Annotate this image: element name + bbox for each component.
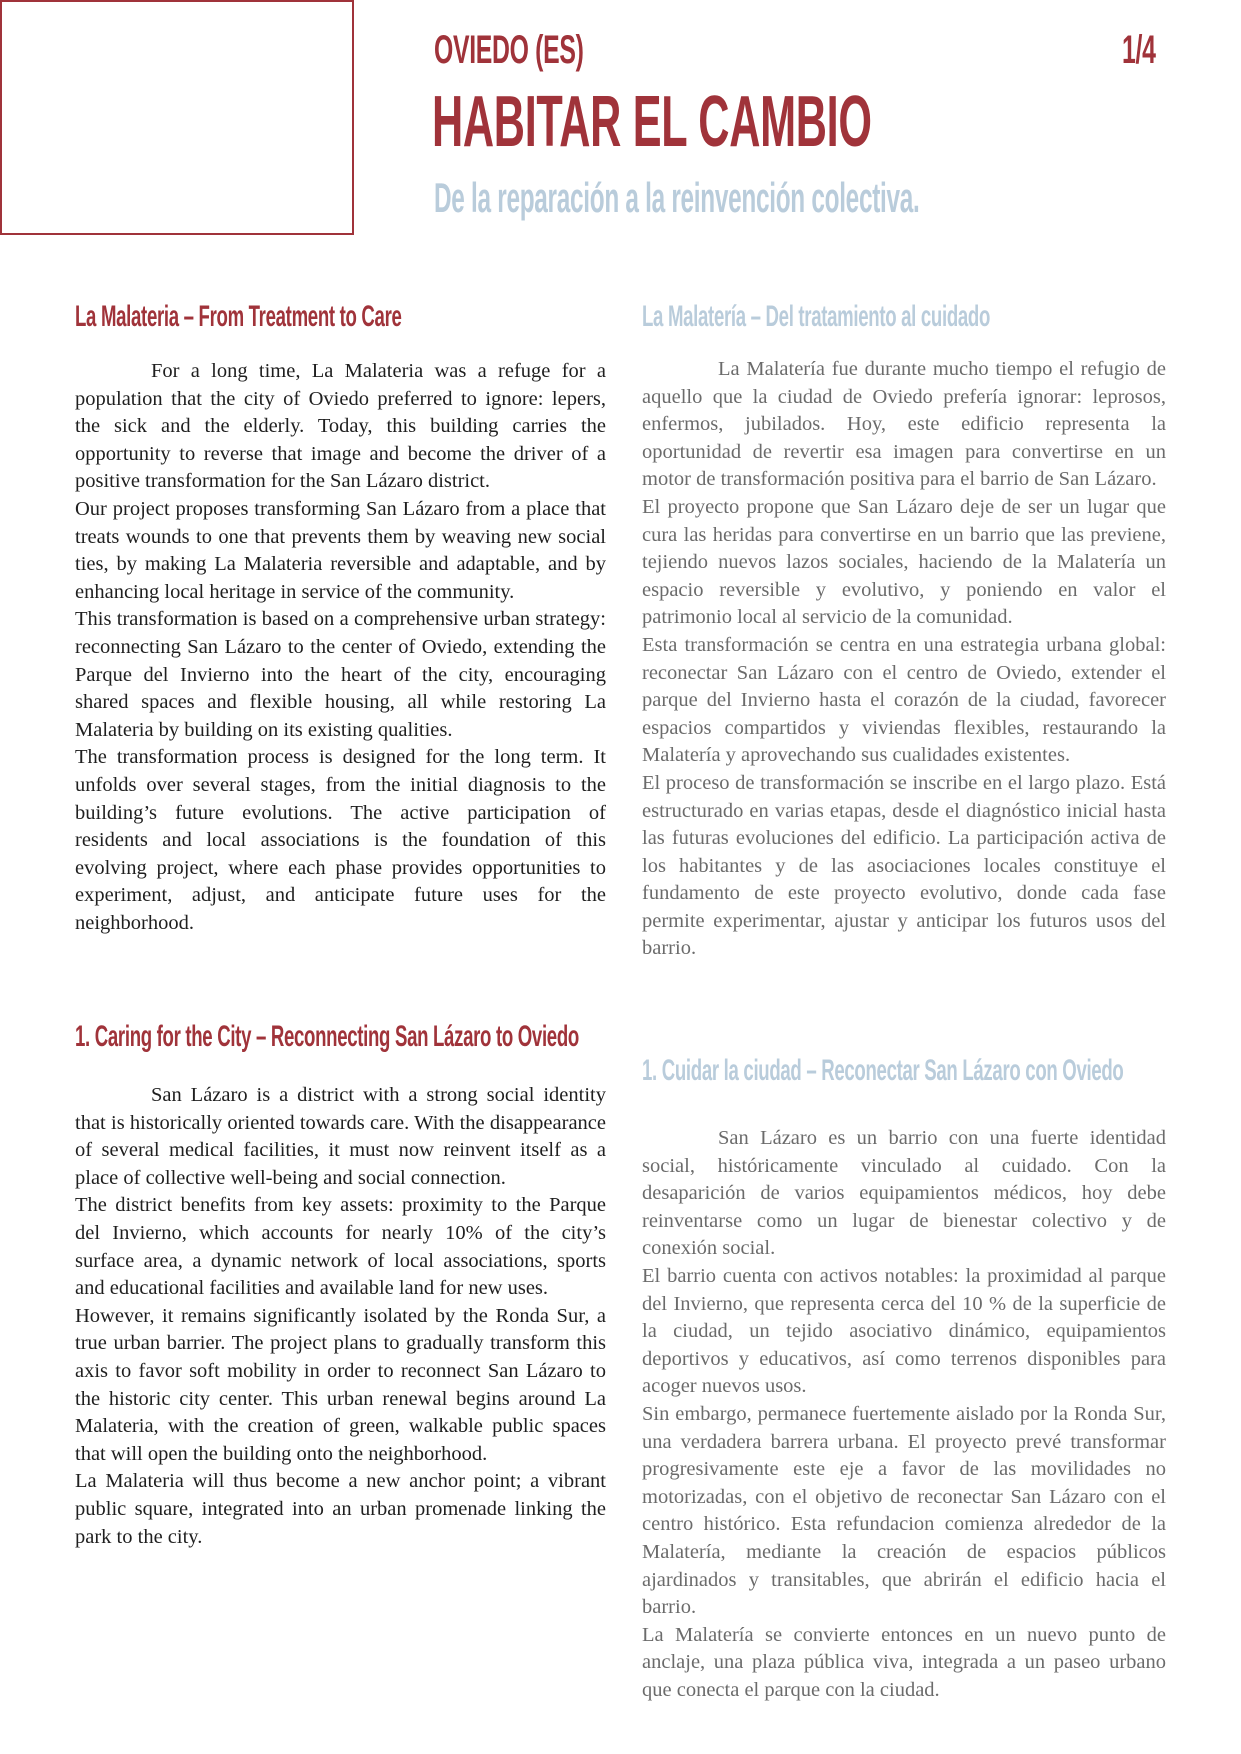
paragraph: The district benefits from key assets: proximity to the Parque del Invierno, which accounts for nearly 10% of the city’s surface area, a dynamic network of local associations, sports and educational facilities and available land for new uses. (75, 1194, 606, 1300)
section-heading-es-1: La Malatería – Del tratamiento al cuidado (642, 300, 991, 333)
paragraph: La Malateria will thus become a new anchor point; a vibrant public square, integrated into an urban promenade linking the park to the city. (75, 1470, 606, 1548)
section-body-es-1 (642, 356, 1166, 963)
paragraph: Sin embargo, permanece fuertemente aislado por la Ronda Sur, una verdadera barrera urbana. El proyecto prevé transformar progresivamente este eje a favor de las movilidades no motorizadas, con el objetivo de reconectar San Lázaro con el centro histórico. Esta refundacion comienza alrededor de la Malatería, mediante la creación de espacios públicos ajardinados y transitables, que abrirán el edificio hacia el barrio. (642, 1402, 1166, 1619)
section-heading-en-1: La Malateria – From Treatment to Care (75, 300, 402, 333)
section-body-en-2 (75, 1082, 606, 1551)
paragraph: Esta transformación se centra en una estrategia urbana global: reconectar San Lázaro con el centro de Oviedo, extender el parque del Invierno hasta el corazón de la ciudad, favorecer espacios compartidos y viviendas flexibles, restaurando la Malatería y aprovechando sus cualidades existentes. (642, 633, 1166, 767)
image-placeholder-frame (0, 0, 354, 235)
paragraph: This transformation is based on a comprehensive urban strategy: reconnecting San Lázaro to the center of Oviedo, extending the Parque del Invierno into the heart of the city, encouraging shared spaces and flexible housing, all while restoring La Malateria by building on its existing qualities. (75, 608, 606, 741)
paragraph: San Lázaro es un barrio con una fuerte identidad social, históricamente vinculado al cuidado. Con la desaparición de varios equipamientos médicos, hoy debe reinventarse como un lugar de bienestar colectivo y de conexión social. (642, 1127, 1166, 1260)
page-title: HABITAR EL CAMBIO (432, 82, 872, 162)
paragraph: However, it remains significantly isolated by the Ronda Sur, a true urban barrier. The project plans to gradually transform this axis to favor soft mobility in order to reconnect San Lázaro to the historic city center. This urban renewal begins around La Malateria, with the creation of green, walkable public spaces that will open the building onto the neighborhood. (75, 1304, 606, 1465)
paragraph: La Malatería se convierte entonces en un nuevo punto de anclaje, una plaza pública viva, integrada a un paseo urbano que conecta el parque con la ciudad. (642, 1623, 1166, 1701)
section-body-es-2 (642, 1125, 1166, 1704)
paragraph: Our project proposes transforming San Lázaro from a place that treats wounds to one that prevents them by weaving new social ties, by making La Malateria reversible and adaptable, and by enhancing local heritage in service of the community. (75, 497, 606, 603)
paragraph: La Malatería fue durante mucho tiempo el refugio de aquello que la ciudad de Oviedo prefería ignorar: leprosos, enfermos, jubilados. Hoy, este edificio representa la oportunidad de revertir esa imagen para convertirse en un motor de transformación positiva para el barrio de San Lázaro. (642, 358, 1166, 491)
paragraph: The transformation process is designed for the long term. It unfolds over several stages, from the initial diagnosis to the building’s future evolutions. The active participation of residents and local associations is the foundation of this evolving project, where each phase provides opportunities to experiment, adjust, and anticipate future uses for the neighborhood. (75, 746, 606, 934)
paragraph: El barrio cuenta con activos notables: la proximidad al parque del Invierno, que representa cerca del 10 % de la superficie de la ciudad, un tejido asociativo dinámico, equipamientos deportivos y educativos, así como terrenos disponibles para acoger nuevos usos. (642, 1264, 1166, 1398)
section-heading-es-2: 1. Cuidar la ciudad – Reconectar San Lázaro con Oviedo (642, 1054, 1124, 1087)
section-heading-en-2: 1. Caring for the City – Reconnecting San Lázaro to Oviedo (75, 1020, 579, 1053)
page-number: 1/4 (1122, 28, 1156, 72)
city-label: OVIEDO (ES) (434, 28, 584, 72)
paragraph: San Lázaro is a district with a strong social identity that is historically oriented towards care. With the disappearance of several medical facilities, it must now reinvent itself as a place of collective well-being and social connection. (75, 1084, 606, 1189)
paragraph: El proceso de transformación se inscribe en el largo plazo. Está estructurado en varias etapas, desde el diagnóstico inicial hasta las futuras evoluciones del edificio. La participación activa de los habitantes y de las asociaciones locales constituye el fundamento de este proyecto evolutivo, donde cada fase permite experimentar, ajustar y anticipar los futuros usos del barrio. (642, 771, 1166, 960)
paragraph: El proyecto propone que San Lázaro deje de ser un lugar que cura las heridas para convertirse en un barrio que las previene, tejiendo nuevos lazos sociales, haciendo de la Malatería un espacio reversible y evolutivo, y poniendo en valor el patrimonio local al servicio de la comunidad. (642, 495, 1166, 629)
paragraph: For a long time, La Malateria was a refuge for a population that the city of Oviedo preferred to ignore: lepers, the sick and the elderly. Today, this building carries the opportunity to reverse that image and become the driver of a positive transformation for the San Lázaro district. (75, 360, 606, 493)
page-subtitle: De la reparación a la reinvención colectiva. (434, 174, 920, 221)
section-body-en-1 (75, 358, 606, 937)
